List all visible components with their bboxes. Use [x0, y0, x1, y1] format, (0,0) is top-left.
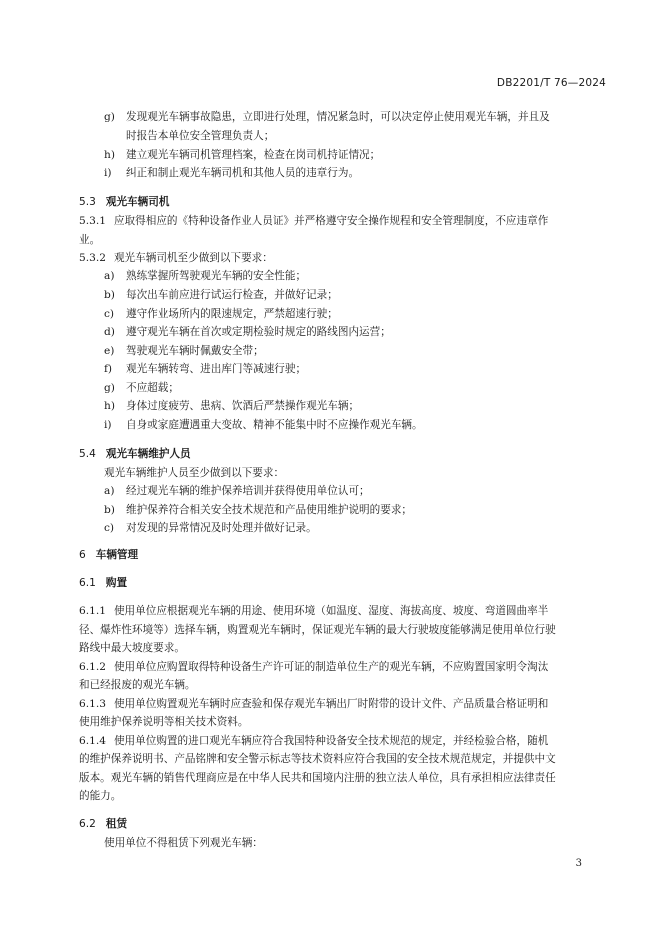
section-heading-5-3: 5.3 观光车辆司机 — [79, 196, 170, 208]
list-item: h) 身体过度疲劳、患病、饮酒后严禁操作观光车辆； — [104, 400, 360, 412]
list-item: g) 不应超载； — [104, 382, 179, 394]
list-item: h) 建立观光车辆司机管理档案，检查在岗司机持证情况； — [104, 149, 381, 161]
paragraph-6-1-2: 6.1.2 使用单位应购置取得特种设备生产许可证的制造单位生产的观光车辆，不应购置国家明令淘汰 — [79, 661, 549, 673]
paragraph-5-3-2: 5.3.2 观光车辆司机至少做到以下要求： — [79, 252, 273, 264]
paragraph-6-1-4-cont: 的维护保养说明书、产品铭牌和安全警示标志等技术资料应符合我国的安全技术规范规定，并提供中文 — [79, 753, 556, 765]
paragraph-6-1-4-cont: 的能力。 — [79, 790, 122, 802]
section-heading-6: 6 车辆管理 — [79, 549, 139, 561]
paragraph-5-3-1: 5.3.1 应取得相应的《特种设备作业人员证》并严格遵守安全操作规程和安全管理制度，不应违章作 — [79, 215, 549, 227]
list-item: i) 纠正和制止观光车辆司机和其他人员的违章行为。 — [104, 167, 360, 179]
list-item: b) 维护保养符合相关安全技术规范和产品使用维护说明的要求； — [104, 504, 413, 516]
list-item: e) 驾驶观光车辆时佩戴安全带； — [104, 345, 264, 357]
list-item-cont: 时报告本单位安全管理负责人； — [126, 130, 275, 142]
list-item: g) 发现观光车辆事故隐患，立即进行处理，情况紧急时，可以决定停止使用观光车辆，并且及 — [104, 111, 550, 123]
list-item: b) 每次出车前应进行试运行检查，并做好记录； — [104, 289, 338, 301]
section-heading-6-2: 6.2 租赁 — [79, 818, 128, 830]
paragraph-6-1-1-cont: 路线中最大坡度要求。 — [79, 642, 185, 654]
paragraph-6-1-4: 6.1.4 使用单位购置的进口观光车辆应符合我国特种设备安全技术规范的规定，并经检验合格，随机 — [79, 735, 549, 747]
paragraph-6-1-4-cont: 版本。观光车辆的销售代理商应是在中华人民共和国境内注册的独立法人单位，具有承担相应法律责任 — [79, 772, 556, 784]
section-heading-6-1: 6.1 购置 — [79, 577, 128, 589]
paragraph-6-1-3: 6.1.3 使用单位购置观光车辆时应查验和保存观光车辆出厂时附带的设计文件、产品质量合格证明和 — [79, 698, 549, 710]
list-item: d) 遵守观光车辆在首次或定期检验时规定的路线图内运营； — [104, 326, 391, 338]
paragraph-5-3-1-cont: 业。 — [79, 234, 101, 246]
list-item: f) 观光车辆转弯、进出库门等减速行驶； — [104, 363, 307, 375]
paragraph-6-2-intro: 使用单位不得租赁下列观光车辆： — [104, 837, 263, 849]
paragraph-6-1-1: 6.1.1 使用单位应根据观光车辆的用途、使用环境（如温度、湿度、海拔高度、坡度、弯道圆曲率半 — [79, 605, 549, 617]
paragraph-6-1-1-cont: 径、爆炸性环境等）选择车辆，购置观光车辆时，保证观光车辆的最大行驶坡度能够满足使用单位行驶 — [79, 624, 556, 636]
list-item: c) 遵守作业场所内的限速规定，严禁超速行驶； — [104, 308, 338, 320]
list-item: i) 自身或家庭遭遇重大变故、精神不能集中时不应操作观光车辆。 — [104, 419, 423, 431]
standard-code: DB2201/T 76—2024 — [496, 77, 606, 89]
page-number: 3 — [575, 858, 582, 869]
list-item: c) 对发现的异常情况及时处理并做好记录。 — [104, 522, 317, 534]
paragraph-5-4-intro: 观光车辆维护人员至少做到以下要求： — [104, 467, 285, 479]
paragraph-6-1-2-cont: 和已经报废的观光车辆。 — [79, 679, 196, 691]
paragraph-6-1-3-cont: 使用维护保养说明等相关技术资料。 — [79, 716, 249, 728]
list-item: a) 熟练掌握所驾驶观光车辆的安全性能； — [104, 270, 307, 282]
list-item: a) 经过观光车辆的维护保养培训并获得使用单位认可； — [104, 485, 370, 497]
section-heading-5-4: 5.4 观光车辆维护人员 — [79, 448, 191, 460]
